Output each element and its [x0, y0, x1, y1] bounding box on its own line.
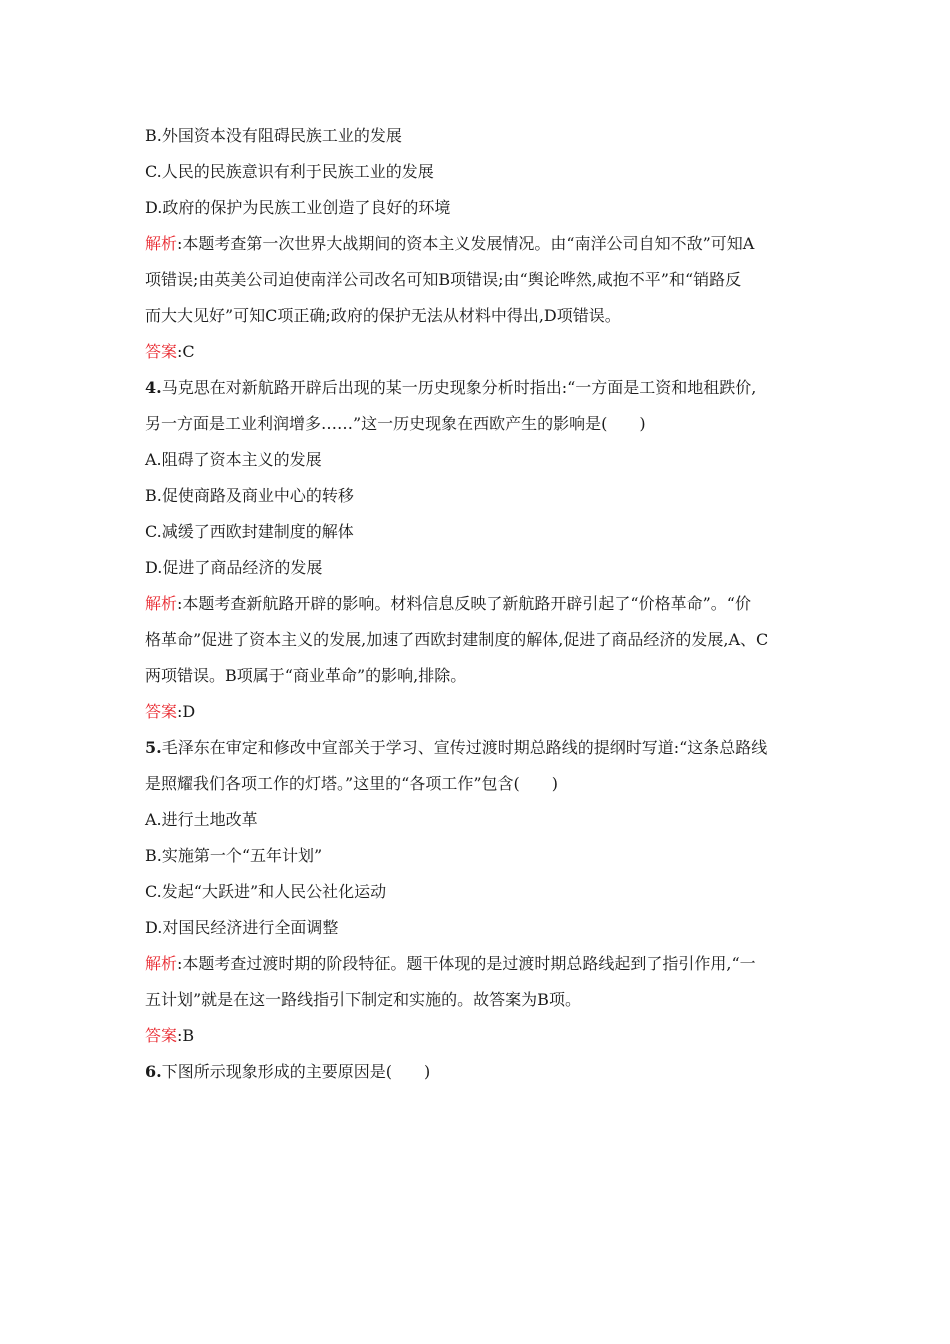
- option-d: D.对国民经济进行全面调整: [145, 918, 339, 937]
- analysis: [145, 226, 810, 334]
- question-number: 5.: [145, 738, 162, 757]
- answer: [145, 1018, 810, 1054]
- question-stem: 下图所示现象形成的主要原因是( ): [161, 1062, 431, 1081]
- answer: [145, 694, 810, 730]
- question-3: [145, 118, 810, 370]
- option-b: B.实施第一个“五年计划”: [145, 846, 323, 865]
- option-c: C.发起“大跃进”和人民公社化运动: [145, 882, 387, 901]
- option-b: B.促使商路及商业中心的转移: [145, 486, 354, 505]
- answer-label: 答案: [145, 1026, 178, 1045]
- question-number: 6.: [145, 1062, 162, 1081]
- option-c: C.减缓了西欧封建制度的解体: [145, 522, 354, 541]
- answer-value: :D: [177, 702, 196, 721]
- question-4: [145, 370, 810, 730]
- analysis-text: :本题考查过渡时期的阶段特征。题干体现的是过渡时期总路线起到了指引作用,“一: [177, 954, 756, 973]
- answer-value: :C: [177, 342, 195, 361]
- analysis: [145, 586, 810, 694]
- option-d: D.促进了商品经济的发展: [145, 558, 323, 577]
- analysis-text: :本题考查第一次世界大战期间的资本主义发展情况。由“南洋公司自知不敌”可知A: [177, 234, 755, 253]
- answer-label: 答案: [145, 342, 178, 361]
- option-d: D.政府的保护为民族工业创造了良好的环境: [145, 198, 451, 217]
- question-number: 4.: [145, 378, 162, 397]
- analysis-text: 格革命”促进了资本主义的发展,加速了西欧封建制度的解体,促进了商品经济的发展,A、C: [145, 630, 769, 649]
- document-page: [145, 118, 810, 1090]
- option-b: B.外国资本没有阻碍民族工业的发展: [145, 126, 402, 145]
- answer-label: 答案: [145, 702, 178, 721]
- answer: [145, 334, 810, 370]
- question-6: [145, 1054, 810, 1090]
- analysis-text: 五计划”就是在这一路线指引下制定和实施的。故答案为B项。: [145, 990, 581, 1009]
- question-stem: 另一方面是工业利润增多……”这一历史现象在西欧产生的影响是( ): [145, 414, 646, 433]
- option-a: A.阻碍了资本主义的发展: [145, 450, 322, 469]
- question-stem: 马克思在对新航路开辟后出现的某一历史现象分析时指出:“一方面是工资和地租跌价,: [161, 378, 757, 397]
- option-a: A.进行土地改革: [145, 810, 258, 829]
- analysis-label: 解析: [145, 234, 178, 253]
- question-stem: 毛泽东在审定和修改中宣部关于学习、宣传过渡时期总路线的提纲时写道:“这条总路线: [161, 738, 768, 757]
- analysis-text: :本题考查新航路开辟的影响。材料信息反映了新航路开辟引起了“价格革命”。“价: [177, 594, 751, 613]
- analysis-text: 项错误;由英美公司迫使南洋公司改名可知B项错误;由“舆论哗然,咸抱不平”和“销路反: [145, 270, 742, 289]
- analysis: [145, 946, 810, 1018]
- option-c: C.人民的民族意识有利于民族工业的发展: [145, 162, 434, 181]
- question-stem: 是照耀我们各项工作的灯塔。”这里的“各项工作”包含( ): [145, 774, 559, 793]
- analysis-label: 解析: [145, 594, 178, 613]
- analysis-text: 两项错误。B项属于“商业革命”的影响,排除。: [145, 666, 467, 685]
- analysis-text: 而大大见好”可知C项正确;政府的保护无法从材料中得出,D项错误。: [145, 306, 621, 325]
- analysis-label: 解析: [145, 954, 178, 973]
- answer-value: :B: [177, 1026, 195, 1045]
- question-5: [145, 730, 810, 1054]
